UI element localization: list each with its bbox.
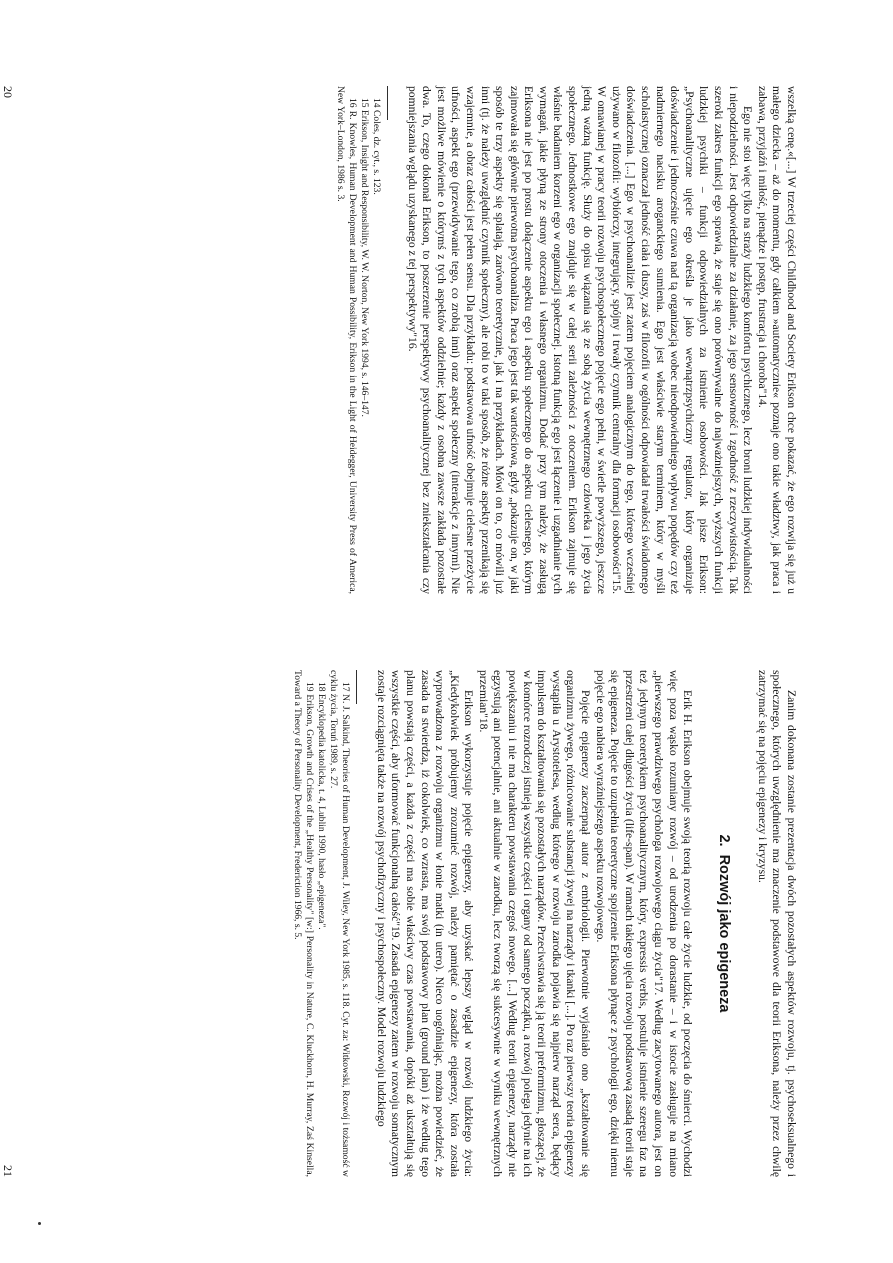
intro-paragraph: Zanim dokonana zostanie prezentacja dwóch pozostałych aspektów rozwoju, tj. psychoseksualnego i społecznego, których uwzględnienie ma znaczenie podstawowe dla teorii Eriksona, należy przez chwilę zatrzymać się na pojęciu epigenezy i kryzysu. xyxy=(755,670,798,1177)
footnote-14: 14 Coles, dz. cyt., s. 123. xyxy=(370,98,382,195)
right-paragraph-1: Erik H. Erikson obejmuje swoją teorią rozwoju całe życie ludzkie, od poczęcia do śmierci. Wychodzi więc poza wąsko rozumiany rozwój – od urodzenia po dorastanie – i w istocie zasługuje na miano „pierwszego prawdziwego psychologa rozwojowego ciągu życia"17. Według zacytowanego autora, jest on też jedynym teoretykiem psychoanalitycznym, który, expressis verbis, postuluje istnienie szeregu faz na przestrzeni całej długości życia (life-span). W ramach takiego ujęcia rozwoju podstawową zasadą teorii staje się epigeneza. Pojęcie to uzupełnia teoretyczne spojrzenie Eriksona płynące z psychologii ego, dzięki niemu pojęcie ego nabiera wyraźniejszego aspektu rozwojowego. xyxy=(593,670,695,1177)
section-number: 2. xyxy=(716,834,733,847)
footnote-divider xyxy=(356,670,357,704)
footnote-18: 18 Encyklopedia katolicka, t. 4, Lublin 1990, hasło „epigeneza". xyxy=(316,682,328,930)
left-footnotes xyxy=(334,86,382,594)
footnote-15: 15 Erikson, Insight and Responsibility, W. W. Norton, New York 1994, s. 146–147. xyxy=(358,98,370,417)
right-paragraph-2: Pojęcie epigenezy zaczerpnął autor z embriologii. Pierwotnie wyjaśniało ono „kształtowanie się organizmu żywego, różnicowanie substancji żywej na narządy i tkanki [...]. Po raz pierwszy teoria epigenezy wystąpiła u Arystotelesa, według którego w rozwoju zarodka pojawia się najpierw narząd serca, będący impulsem do kształtowania się pozostałych narządów. Przeciwstawia się ją teorii preformizmu, głoszącej, że w komórce rozrodczej istnieją wszystkie części i organy od samego początku, a rozwój polega jedynie na ich powiększaniu i nie ma charakteru powstawania czegoś nowego. [...] Według teorii epigenezy, narządy nie egzystują ani potencjalnie, ani aktualnie w zarodku, lecz tworzą się sukcesywnie w wyniku wewnętrznych przemian"18. xyxy=(476,670,593,1177)
footnote-19: 19 Erikson, Growth and Crises of the „Healthy Personality" [w:] Personality in Nature, C. Kluckhorn, H. Murray, Zaś Kinsella, Toward a Theory of Personality Development, Frederiction 1966, s. 5. xyxy=(292,670,316,1177)
right-footnotes xyxy=(291,670,351,1177)
section-heading xyxy=(716,670,732,1177)
left-paragraph-2: Ego nie stoi więc tylko na straży ludzkiego komfortu psychicznego, lecz broni ludzkiej indywidualności i niepodzielności. Jest odpowiedzialne za działanie, za jego sensowność i zgodność z rzeczywistością. Tak szeroki zakres funkcji ego sprawia, że staje się ono porównywalne do najważniejszych, wyższych funkcji ludzkiej psychiki – funkcji odpowiedzialnych za istnienie osobowości. Jak pisze Erikson: „Psychoanalityczne ujęcie ego określa je jako wewnątrzpsychiczny regulator, który organizuje doświadczenie i jednocześnie czuwa nad tą organizacją wobec nieodpowiedniego wpływu popędów czy też nadmiernego nacisku aroganckiego sumienia. Ego jest właściwie starym terminem, który w myśli scholastycznej oznaczał jedność ciała i duszy, zaś w filozofii w ogólności odpowiadał trwałości świadomego doświadczenia. [...] Ego w psychoanalizie jest zatem pojęciem analogicznym do tego, którego wcześniej używano w filozofii: wybiórczy, integrujący, spójny i trwały czynnik centralny dla formacji osobowości"15. W omawianej w pracy teorii rozwoju psychospołecznego pojęcie ego pełni, w świetle powyższego, jeszcze jedną ważną funkcję. Służy do opisu wiązania się ze sobą życia wewnętrznego człowieka i jego życia społecznego. Jednostkowe ego znajduje się w całej serii zależności z otoczeniem. Erikson zajmuje się właśnie badaniem korzeni ego w organizacji społecznej. Istotną funkcją ego jest łączenie i uzgadnianie tych wymagań, jakie płyną ze strony otoczenia i własnego organizmu. Dodać przy tym należy, że zasługą Eriksona nie jest po prostu dołączenie aspektu ego i aspektu społecznego do aspektu cielesnego, którym zajmowała się głównie pierwotna psychoanaliza. Praca jego jest tak wartościowa, gdyż „pokazuje on, w jaki sposób te trzy aspekty się splatają, zarówno teoretycznie, jak i na przykładach. Mówi on to, co mówili już inni (tj. że należy uwzględnić czynnik społeczny), ale robi to w taki sposób, że różne aspekty przenikają się wzajemnie, a obraz całości jest pełen sensu. Dla przykładu: podstawowa ufność obejmuje cielesne przeżycie ufności, aspekt ego (przewidywanie tego, co zrobią inni) oraz aspekt społeczny (interakcje z innymi). Nie jest możliwe mówienie o którymś z tych aspektów oddzielnie; każdy z osobna zawsze zakłada pozostałe dwa. To, czego dokonał Erikson, to poszerzenie perspektywy psychoanalitycznej bez zniekształcania czy pomniejszania wglądu uzyskanego z tej perspektywy"16. xyxy=(405,86,755,594)
left-page-body xyxy=(404,86,798,594)
footnote-17: 17 N. J. Salkind, Theories of Human Development, J. Wiley, New York 1985, s. 118. Cyt. za: Witkowski, Rozwój i tożsamość w cyklu życia, Toruń 1989, s. 27. xyxy=(328,670,352,1177)
scan-speck xyxy=(38,1222,41,1225)
footnote-16: 16 R. Knowles, Human Development and Human Possibility, Erikson in the Light of Heidegger, University Press of America, New York–London, 1986 s. 3. xyxy=(334,86,358,594)
page-number-left: 20 xyxy=(1,86,15,98)
left-paragraph-1: wszelką cenę.«[...] W trzeciej części Childhood and Society Erikson chce pokazać, że ego rozwija się już u małego dziecka – aż do momentu, gdy całkiem »automatycznie« poznaje ono takie władztwy, jak praca i zabawa, przyjaźń i miłość, pienądze i postęp, frustracja i choroba"14. xyxy=(755,86,798,594)
section-title: Rozwój jako epigeneza xyxy=(716,854,733,1013)
right-page-body xyxy=(373,670,798,1177)
right-page xyxy=(0,632,893,1263)
page-number-right: 21 xyxy=(1,1165,15,1177)
right-paragraph-3: Erikson wykorzystuje pojęcie epigenezy, aby uzyskać lepszy wgląd w rozwój ludzkiego życia: „Kiedykolwiek próbujemy zrozumieć rozwój, należy pamiętać o zasadzie epigenezy, która została wyprowadzona z rozwoju organizmu w łonie matki (in utero). Nieco uogólniając, można powiedzieć, że zasada ta stwierdza, iż cokolwiek, co wzrasta, ma swój podstawowy plan (ground plan) i że według tego planu powstają części, a każda z części ma sobie właściwy czas powstawania, dopóki aż ukształtują się wszystkie części, aby uformować funkcjonalną całość"19. Zasada epigenezy zatem w rozwoju somatycznym zostaje rozciągnięta także na rozwój psychofizyczny i psychospołeczny. Model rozwoju ludzkiego xyxy=(374,670,476,1177)
footnote-divider xyxy=(387,86,388,120)
